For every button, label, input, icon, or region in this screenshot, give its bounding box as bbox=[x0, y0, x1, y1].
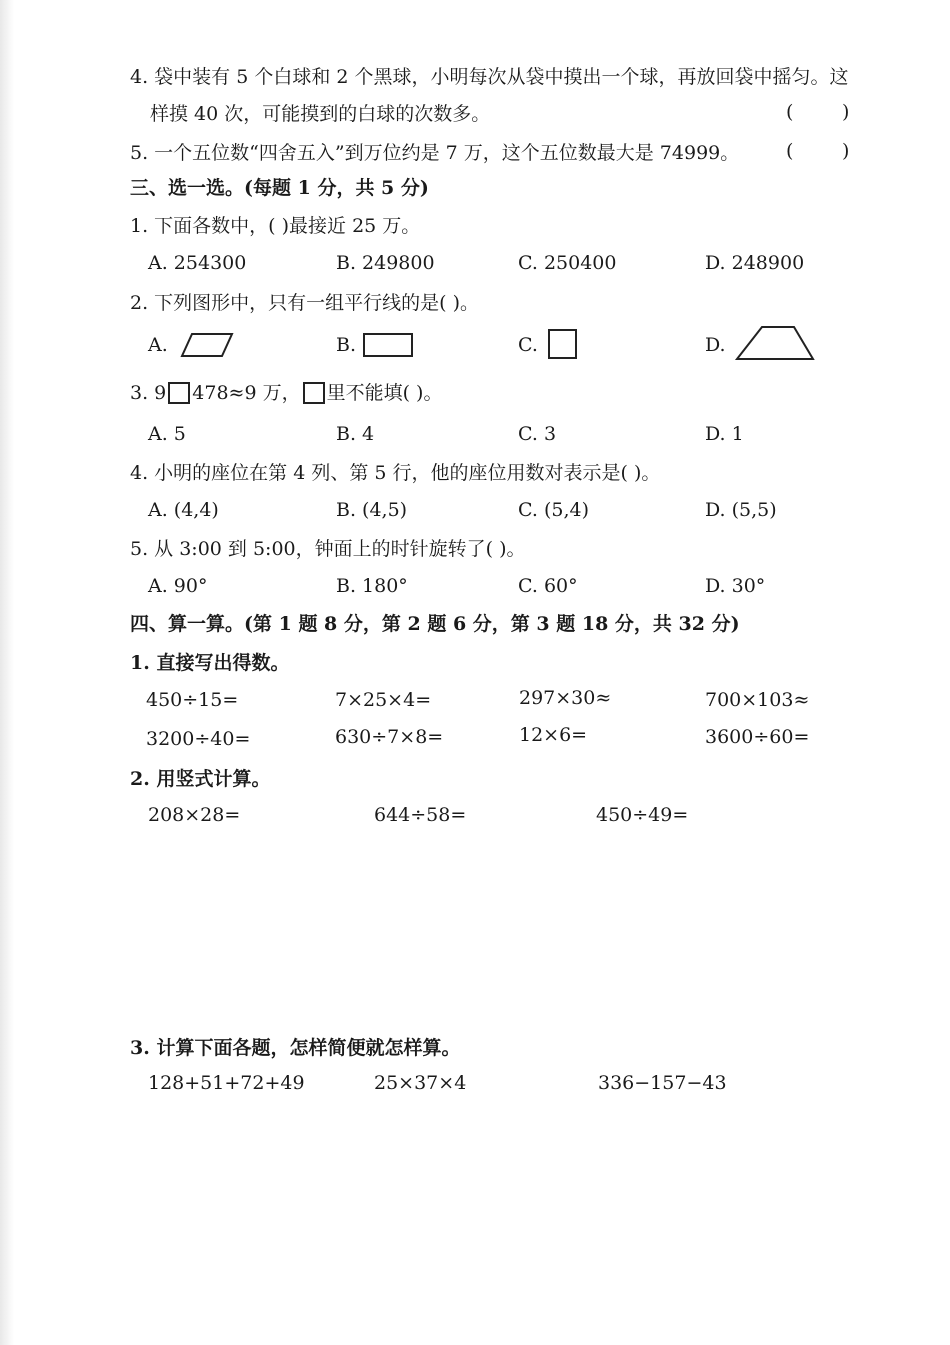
vertical-calc-item: 644÷58= bbox=[374, 804, 467, 826]
tf-question-4-line2: 样摸 40 次，可能摸到的白球的次数多。 bbox=[150, 103, 491, 125]
mental-calc-item: 630÷7×8= bbox=[335, 726, 444, 748]
mc3-option-c[interactable]: C. 3 bbox=[518, 423, 557, 445]
mc3-option-d[interactable]: D. 1 bbox=[705, 423, 744, 445]
mc3-option-a[interactable]: A. 5 bbox=[148, 423, 186, 445]
vertical-calc-item: 450÷49= bbox=[596, 804, 689, 826]
mc4-option-b[interactable]: B. (4,5) bbox=[336, 499, 408, 521]
tf-question-4-line1: 4. 袋中装有 5 个白球和 2 个黑球，小明每次从袋中摸出一个球，再放回袋中摇匀。这 bbox=[130, 66, 849, 88]
mc3-option-b[interactable]: B. 4 bbox=[336, 423, 375, 445]
mc2-option-d[interactable]: D. bbox=[705, 334, 726, 356]
simplify-calc-item: 25×37×4 bbox=[374, 1072, 467, 1094]
trapezoid-shape bbox=[734, 324, 816, 362]
mc-question-1: 1. 下面各数中，( )最接近 25 万。 bbox=[130, 215, 421, 237]
mc4-option-c[interactable]: C. (5,4) bbox=[518, 499, 589, 521]
mc2-option-c[interactable]: C. bbox=[518, 334, 538, 356]
part-3-title: 3. 计算下面各题，怎样简便就怎样算。 bbox=[130, 1037, 461, 1059]
mc2-option-b[interactable]: B. bbox=[336, 334, 357, 356]
mc5-option-d[interactable]: D. 30° bbox=[705, 575, 766, 597]
mc-question-2: 2. 下列图形中，只有一组平行线的是( )。 bbox=[130, 292, 480, 314]
mc-question-5: 5. 从 3:00 到 5:00，钟面上的时针旋转了( )。 bbox=[130, 538, 526, 560]
simplify-calc-item: 336−157−43 bbox=[598, 1072, 727, 1094]
tf-answer-paren-close-5: ) bbox=[842, 140, 850, 162]
mental-calc-item: 297×30≈ bbox=[519, 687, 612, 709]
part-1-title: 1. 直接写出得数。 bbox=[130, 652, 290, 674]
section-3-title: 三、选一选。(每题 1 分，共 5 分) bbox=[130, 177, 429, 199]
mc-question-4: 4. 小明的座位在第 4 列、第 5 行，他的座位用数对表示是( )。 bbox=[130, 462, 661, 484]
part-2-title: 2. 用竖式计算。 bbox=[130, 768, 271, 790]
section-4-title: 四、算一算。(第 1 题 8 分，第 2 题 6 分，第 3 题 18 分，共 32 分) bbox=[130, 613, 740, 635]
tf-answer-paren-close-4: ) bbox=[842, 101, 850, 123]
mental-calc-item: 450÷15= bbox=[146, 689, 239, 711]
mc5-option-b[interactable]: B. 180° bbox=[336, 575, 408, 597]
blank-box[interactable] bbox=[168, 382, 190, 404]
mental-calc-item: 3600÷60= bbox=[705, 726, 810, 748]
mental-calc-item: 12×6= bbox=[519, 724, 588, 746]
mc1-option-d[interactable]: D. 248900 bbox=[705, 252, 805, 274]
tf-answer-paren-open-5[interactable]: ( bbox=[786, 140, 794, 162]
mc1-option-a[interactable]: A. 254300 bbox=[148, 252, 247, 274]
tf-question-5: 5. 一个五位数“四舍五入”到万位约是 7 万，这个五位数最大是 74999。 bbox=[130, 142, 740, 164]
mc5-option-a[interactable]: A. 90° bbox=[148, 575, 208, 597]
mc4-option-a[interactable]: A. (4,4) bbox=[148, 499, 219, 521]
blank-box-ref bbox=[303, 382, 325, 404]
vertical-calc-item: 208×28= bbox=[148, 804, 241, 826]
rectangle-shape bbox=[362, 332, 414, 358]
mc3-stem-c: 里不能填( )。 bbox=[326, 382, 443, 404]
scan-shadow bbox=[0, 0, 14, 1345]
simplify-calc-item: 128+51+72+49 bbox=[148, 1072, 305, 1094]
mental-calc-item: 7×25×4= bbox=[335, 689, 432, 711]
mental-calc-item: 3200÷40= bbox=[146, 728, 251, 750]
tf-answer-paren-open-4[interactable]: ( bbox=[786, 101, 794, 123]
mc5-option-c[interactable]: C. 60° bbox=[518, 575, 578, 597]
square-shape bbox=[547, 328, 579, 360]
mc4-option-d[interactable]: D. (5,5) bbox=[705, 499, 777, 521]
mc1-option-b[interactable]: B. 249800 bbox=[336, 252, 435, 274]
mc3-stem-b: 478≈9 万， bbox=[192, 382, 301, 404]
mc-question-3 bbox=[130, 380, 442, 406]
mc1-option-c[interactable]: C. 250400 bbox=[518, 252, 617, 274]
mc3-stem-a: 3. 9 bbox=[130, 382, 167, 404]
parallelogram-shape bbox=[180, 332, 234, 358]
mc2-option-a[interactable]: A. bbox=[148, 334, 168, 356]
mental-calc-item: 700×103≈ bbox=[705, 689, 810, 711]
